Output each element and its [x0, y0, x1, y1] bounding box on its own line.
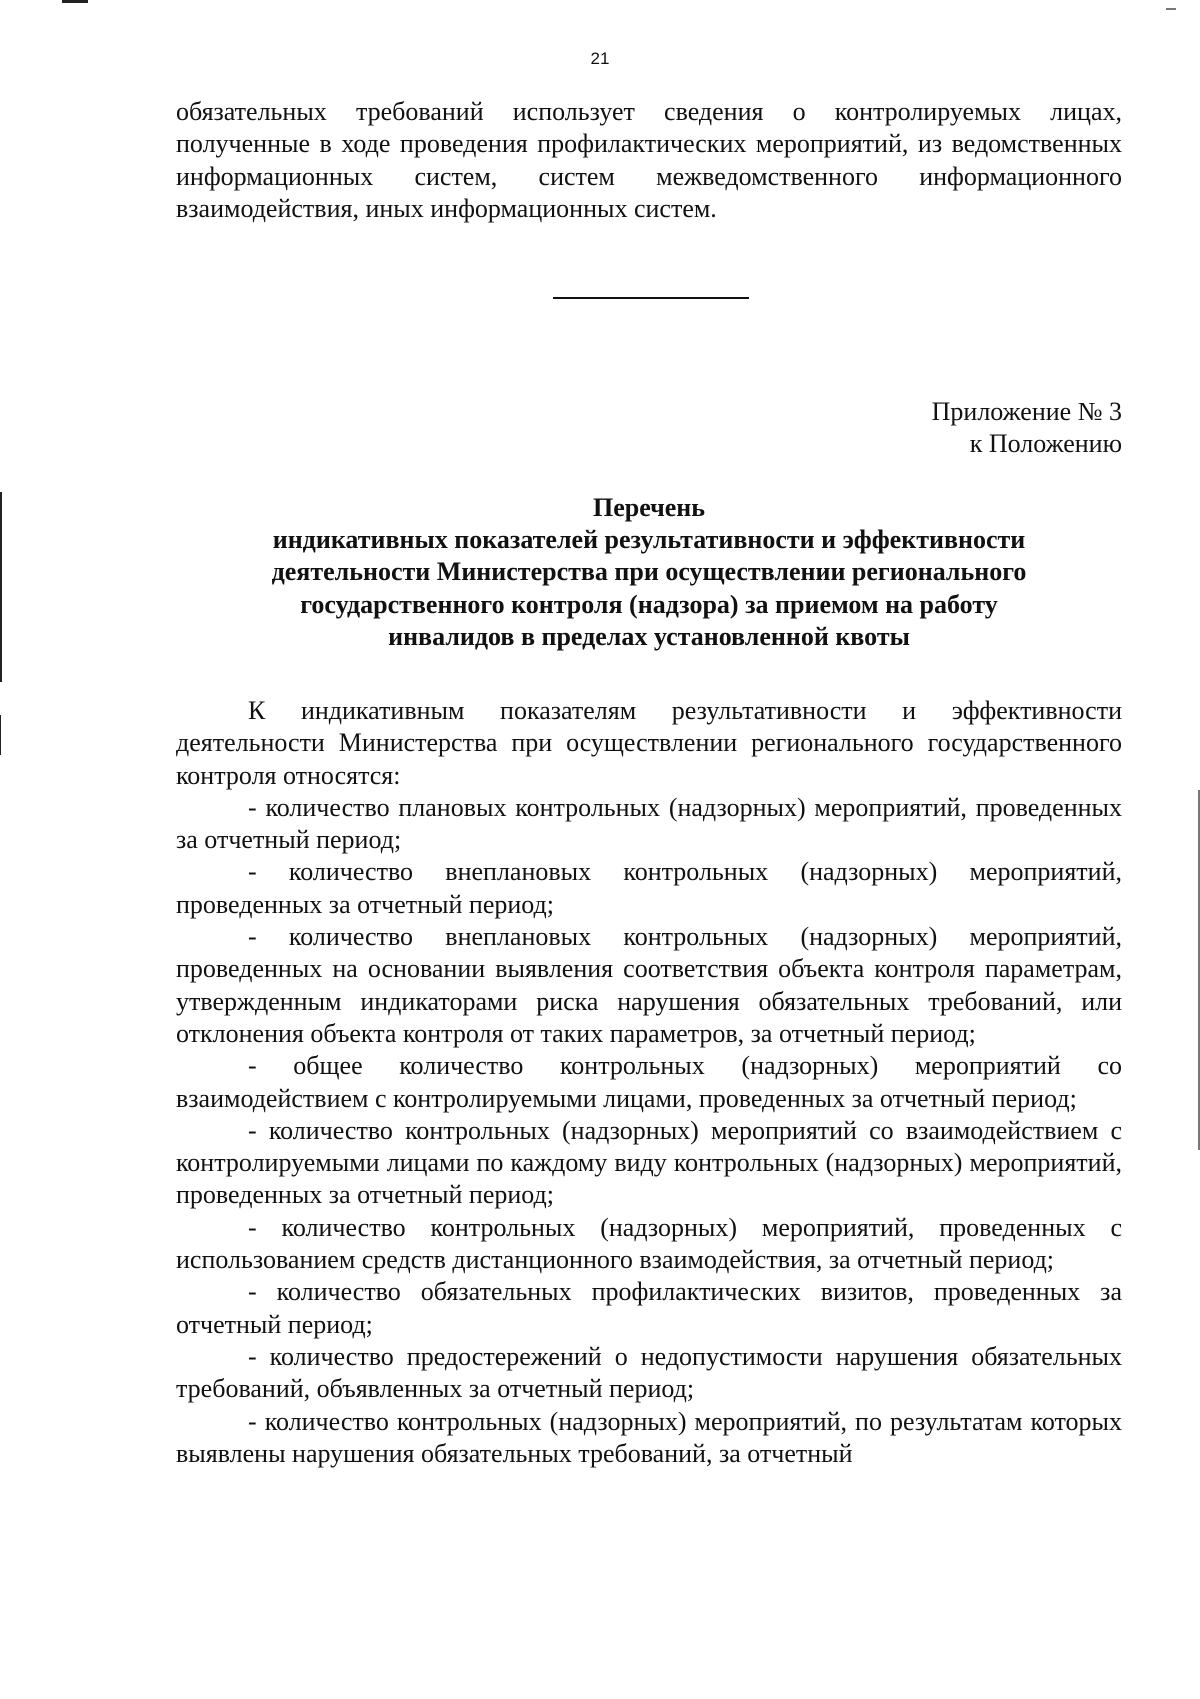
- appendix-line-2: к Положению: [969, 429, 1122, 458]
- title-line-3: деятельности Министерства при осуществлении регионального: [271, 557, 1027, 587]
- scan-edge-top-left: [62, 0, 88, 3]
- list-item: - количество внеплановых контрольных (надзорных) мероприятий, проведенных на основании выявления соответствия объекта контроля параметрам, утвержденным индикаторами риска нарушения обязательных требований, или отклонения объекта контроля от таких параметров, за отчетный период;: [176, 922, 1122, 1048]
- appendix-line-1: Приложение № 3: [931, 397, 1122, 426]
- scan-edge-top-right: [1166, 8, 1176, 10]
- intro-paragraph-block: [176, 96, 1122, 225]
- title-line-2: индикативных показателей результативности и эффективности: [272, 525, 1026, 555]
- list-item: - количество обязательных профилактических визитов, проведенных за отчетный период;: [176, 1277, 1122, 1339]
- page-number: 21: [590, 49, 610, 68]
- list-intro-paragraph: К индикативным показателям результативности и эффективности деятельности Министерства при осуществлении регионального государственного контроля относятся:: [176, 696, 1122, 790]
- list-item: - количество плановых контрольных (надзорных) мероприятий, проведенных за отчетный период;: [176, 792, 1122, 855]
- title-line-5: инвалидов в пределах установленной квоты: [388, 621, 910, 651]
- title-line-4: государственного контроля (надзора) за приемом на работу: [300, 589, 998, 619]
- section-separator-line: [553, 297, 749, 299]
- title-line-1: Перечень: [592, 493, 706, 522]
- scan-edge-left-lower: [0, 715, 1, 755]
- document-title: [176, 492, 1122, 653]
- appendix-reference: [932, 396, 1122, 460]
- indicators-list: [176, 695, 1122, 1470]
- scan-edge-left: [0, 492, 2, 682]
- intro-paragraph: обязательных требований использует сведения о контролируемых лицах, полученные в ходе проведения профилактических мероприятий, из ведомственных информационных систем, систем межведомственного информационного взаимодействия, иных информационных систем.: [176, 97, 1122, 223]
- list-item: - количество контрольных (надзорных) мероприятий со взаимодействием с контролируемыми лицами по каждому виду контрольных (надзорных) мероприятий, проведенных за отчетный период;: [176, 1115, 1122, 1210]
- list-item: - количество предостережений о недопустимости нарушения обязательных требований, объявленных за отчетный период;: [176, 1341, 1122, 1404]
- list-item: - количество контрольных (надзорных) мероприятий, по результатам которых выявлены нарушения обязательных требований, за отчетный: [176, 1406, 1122, 1468]
- list-item: - общее количество контрольных (надзорных) мероприятий со взаимодействием с контролируемыми лицами, проведенных за отчетный период;: [176, 1051, 1122, 1113]
- list-item: - количество внеплановых контрольных (надзорных) мероприятий, проведенных за отчетный период;: [176, 857, 1122, 919]
- list-item: - количество контрольных (надзорных) мероприятий, проведенных с использованием средств дистанционного взаимодействия, за отчетный период;: [176, 1212, 1122, 1275]
